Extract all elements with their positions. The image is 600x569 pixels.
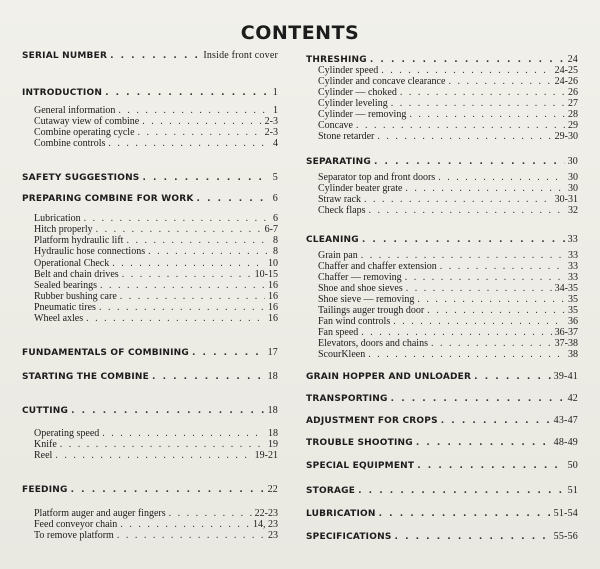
dot-leader (369, 205, 566, 216)
toc-label: ADJUSTMENT FOR CROPS (306, 416, 438, 426)
toc-page-number: 16 (268, 313, 278, 324)
toc-page-number: 48-49 (553, 437, 578, 448)
toc-label: Shoe sieve — removing (318, 294, 415, 305)
toc-section (306, 415, 578, 426)
toc-entry (306, 338, 578, 349)
dot-leader (393, 316, 565, 327)
toc-entry (306, 76, 578, 87)
toc-label: Cylinder beater grate (318, 183, 403, 194)
dot-leader (142, 116, 261, 127)
dot-leader (438, 172, 565, 183)
dot-leader (364, 194, 552, 205)
toc-label: CLEANING (306, 235, 359, 245)
toc-entry (22, 428, 278, 439)
toc-page-number: 33 (568, 272, 578, 283)
toc-label: Pneumatic tires (34, 302, 96, 313)
toc-label: Fan wind controls (318, 316, 391, 327)
toc-page-number: 29-30 (554, 131, 578, 142)
toc-label: FEEDING (22, 485, 68, 495)
toc-entry (306, 172, 578, 183)
toc-label: Knife (34, 439, 57, 450)
toc-label: Platform hydraulic lift (34, 235, 124, 246)
toc-label: Cutaway view of combine (34, 116, 140, 127)
toc-page-number: 6-7 (264, 224, 278, 235)
toc-label: Cylinder — choked (318, 87, 397, 98)
toc-entry (306, 261, 578, 272)
dot-leader (405, 183, 565, 194)
toc-entry (22, 235, 278, 246)
toc-page-number: 32 (568, 205, 578, 216)
toc-page-number: 36-37 (554, 327, 578, 338)
toc-label: PREPARING COMBINE FOR WORK (22, 194, 194, 204)
toc-section (22, 347, 278, 358)
toc-label: Cylinder leveling (318, 98, 388, 109)
page-title: CONTENTS (240, 22, 360, 44)
toc-page-number: 22 (267, 484, 278, 495)
toc-entry (22, 213, 278, 224)
toc-entry (22, 224, 278, 235)
toc-page-number: 16 (268, 302, 278, 313)
toc-page-number: 24-26 (554, 76, 578, 87)
toc-section (306, 437, 578, 448)
toc-entry (306, 131, 578, 142)
dot-leader (96, 224, 262, 235)
toc-page-number: 23 (268, 530, 278, 541)
dot-leader (440, 261, 565, 272)
toc-entry (22, 439, 278, 450)
toc-label: Reel (34, 450, 53, 461)
toc-page-number: 6 (272, 193, 278, 204)
toc-label: Rubber bushing care (34, 291, 117, 302)
toc-entry (306, 283, 578, 294)
toc-section (306, 393, 578, 404)
dot-leader (391, 394, 565, 404)
toc-page-number: 18 (267, 371, 278, 382)
toc-page-number: 29 (568, 120, 578, 131)
toc-page-number: 34-35 (554, 283, 578, 294)
dot-leader (368, 349, 565, 360)
dot-leader (169, 508, 252, 519)
dot-leader (126, 235, 270, 246)
toc-page-number: 37-38 (554, 338, 578, 349)
dot-leader (120, 291, 265, 302)
dot-leader (99, 302, 265, 313)
toc-label: SERIAL NUMBER (22, 51, 108, 61)
toc-entry (306, 98, 578, 109)
toc-page-number: 38 (568, 349, 578, 360)
dot-leader (448, 76, 551, 87)
dot-leader (110, 51, 200, 61)
toc-label: ScourKleen (318, 349, 366, 360)
toc-label: Cylinder — removing (318, 109, 407, 120)
toc-label: Lubrication (34, 213, 81, 224)
toc-label: THRESHING (306, 55, 367, 65)
toc-entry (22, 246, 278, 257)
toc-page-number: 39-41 (553, 371, 578, 382)
toc-label: Cylinder and concave clearance (318, 76, 446, 87)
toc-label: Check flaps (318, 205, 366, 216)
toc-page-number: 2-3 (264, 116, 278, 127)
toc-page-number: 51 (567, 485, 578, 496)
toc-entry (306, 250, 578, 261)
dot-leader (381, 65, 551, 76)
toc-page-number: 16 (268, 291, 278, 302)
dot-leader (405, 272, 565, 283)
toc-entry (306, 205, 578, 216)
toc-label: Wheel axles (34, 313, 84, 324)
dot-leader (409, 109, 565, 120)
toc-label: Sealed bearings (34, 280, 98, 291)
toc-section (306, 485, 578, 496)
toc-page-number: 35 (568, 294, 578, 305)
toc-entry (306, 183, 578, 194)
toc-label: TRANSPORTING (306, 394, 388, 404)
toc-entry (22, 519, 278, 530)
dot-leader (148, 246, 270, 257)
dot-leader (361, 250, 565, 261)
toc-page-number: 30 (567, 156, 578, 167)
toc-page-number: 42 (567, 393, 578, 404)
toc-label: Fan speed (318, 327, 359, 338)
toc-page-number: 10-15 (254, 269, 278, 280)
toc-label: Chaffer — removing (318, 272, 402, 283)
toc-entry (306, 65, 578, 76)
toc-page-number: 22-23 (254, 508, 278, 519)
toc-page-number: 51-54 (553, 508, 578, 519)
toc-section (22, 371, 278, 382)
toc-page-number: 6 (273, 213, 278, 224)
toc-label: To remove platform (34, 530, 114, 541)
toc-label: Combine operating cycle (34, 127, 135, 138)
dot-leader (100, 280, 265, 291)
toc-page-number: 33 (567, 234, 578, 245)
toc-entry (306, 194, 578, 205)
toc-page-number: 14, 23 (253, 519, 278, 530)
toc-section (306, 460, 578, 471)
dot-leader (71, 485, 265, 495)
dot-leader (60, 439, 265, 450)
toc-entry (306, 316, 578, 327)
toc-page-number: 24-25 (554, 65, 578, 76)
toc-section (306, 531, 578, 542)
toc-entry (306, 327, 578, 338)
toc-label: Chaffer and chaffer extension (318, 261, 437, 272)
dot-leader (102, 428, 265, 439)
toc-section (22, 50, 278, 61)
toc-page-number: 19-21 (254, 450, 278, 461)
toc-entry (306, 272, 578, 283)
dot-leader (84, 213, 270, 224)
dot-leader (108, 138, 270, 149)
dot-leader (391, 98, 565, 109)
toc-page-number: 30 (568, 172, 578, 183)
toc-page-number: 43-47 (553, 415, 578, 426)
toc-entry (22, 302, 278, 313)
toc-section (22, 405, 278, 416)
toc-page-number: 10 (268, 258, 278, 269)
toc-section (306, 508, 578, 519)
toc-page-number: 27 (568, 98, 578, 109)
dot-leader (374, 157, 565, 167)
dot-leader (86, 313, 265, 324)
dot-leader (431, 338, 552, 349)
toc-label: Belt and chain drives (34, 269, 119, 280)
toc-label: STARTING THE COMBINE (22, 372, 150, 382)
toc-label: Hitch properly (34, 224, 93, 235)
dot-leader (105, 88, 270, 98)
toc-label: FUNDAMENTALS OF COMBINING (22, 348, 189, 358)
toc-label: Operational Check (34, 258, 110, 269)
dot-leader (370, 55, 565, 65)
toc-page-number: 35 (568, 305, 578, 316)
toc-entry (306, 294, 578, 305)
dot-leader (395, 532, 551, 542)
toc-page-number: 33 (568, 250, 578, 261)
dot-leader (71, 406, 265, 416)
dot-leader (142, 173, 269, 183)
toc-label: SEPARATING (306, 157, 371, 167)
toc-entry (22, 313, 278, 324)
toc-page-number: 16 (268, 280, 278, 291)
dot-leader (406, 283, 552, 294)
toc-label: Concave (318, 120, 353, 131)
toc-entry (306, 305, 578, 316)
toc-entry (306, 109, 578, 120)
toc-label: Combine controls (34, 138, 106, 149)
toc-page-number: 50 (567, 460, 578, 471)
toc-page-number: 18 (268, 428, 278, 439)
toc-page-number: 1 (273, 105, 278, 116)
toc-page-number: 8 (273, 246, 278, 257)
toc-label: Shoe and shoe sieves (318, 283, 403, 294)
toc-page-number: Inside front cover (203, 50, 278, 61)
toc-label: Stone retarder (318, 131, 375, 142)
toc-entry (306, 87, 578, 98)
toc-entry (306, 349, 578, 360)
toc-page-number: 1 (272, 87, 278, 98)
toc-entry (22, 530, 278, 541)
toc-section (306, 371, 578, 382)
toc-page-number: 17 (267, 347, 278, 358)
toc-page-number: 2-3 (264, 127, 278, 138)
toc-label: SPECIFICATIONS (306, 532, 392, 542)
toc-label: INTRODUCTION (22, 88, 103, 98)
dot-leader (379, 509, 551, 519)
toc-page-number: 30 (568, 183, 578, 194)
toc-page-number: 4 (273, 138, 278, 149)
dot-leader (417, 294, 565, 305)
toc-label: TROUBLE SHOOTING (306, 438, 413, 448)
toc-page-number: 18 (267, 405, 278, 416)
dot-leader (417, 461, 564, 471)
toc-page-number: 24 (567, 54, 578, 65)
toc-entry (22, 508, 278, 519)
dot-leader (361, 327, 551, 338)
toc-label: Hydraulic hose connections (34, 246, 146, 257)
toc-section (306, 156, 578, 167)
dot-leader (441, 416, 551, 426)
toc-entry (306, 120, 578, 131)
toc-page-number: 28 (568, 109, 578, 120)
dot-leader (416, 438, 551, 448)
toc-page-number: 55-56 (553, 531, 578, 542)
toc-entry (22, 138, 278, 149)
dot-leader (377, 131, 551, 142)
toc-section (22, 484, 278, 495)
toc-page-number: 5 (272, 172, 278, 183)
toc-page-number: 30-31 (554, 194, 578, 205)
dot-leader (197, 194, 270, 204)
toc-label: Grain pan (318, 250, 358, 261)
toc-page-number: 19 (268, 439, 278, 450)
toc-page-number: 8 (273, 235, 278, 246)
toc-page-number: 26 (568, 87, 578, 98)
toc-section (306, 54, 578, 65)
dot-leader (112, 258, 265, 269)
toc-label: LUBRICATION (306, 509, 376, 519)
toc-label: STORAGE (306, 486, 356, 496)
dot-leader (120, 519, 250, 530)
toc-page-number: 36 (568, 316, 578, 327)
toc-label: General information (34, 105, 116, 116)
toc-label: Operating speed (34, 428, 100, 439)
toc-label: CUTTING (22, 406, 69, 416)
dot-leader (427, 305, 565, 316)
toc-page-number: 33 (568, 261, 578, 272)
toc-label: SAFETY SUGGESTIONS (22, 173, 140, 183)
toc-entry (22, 105, 278, 116)
toc-entry (22, 258, 278, 269)
toc-entry (22, 269, 278, 280)
dot-leader (400, 87, 565, 98)
dot-leader (122, 269, 252, 280)
toc-entry (22, 116, 278, 127)
dot-leader (152, 372, 265, 382)
toc-label: Cylinder speed (318, 65, 379, 76)
toc-entry (22, 450, 278, 461)
toc-label: Tailings auger trough door (318, 305, 425, 316)
dot-leader (117, 530, 265, 541)
toc-label: Separator top and front doors (318, 172, 436, 183)
toc-section (22, 172, 278, 183)
toc-label: SPECIAL EQUIPMENT (306, 461, 415, 471)
dot-leader (55, 450, 251, 461)
toc-label: Elevators, doors and chains (318, 338, 428, 349)
toc-entry (22, 291, 278, 302)
toc-label: Platform auger and auger fingers (34, 508, 166, 519)
dot-leader (474, 372, 550, 382)
toc-label: Feed conveyor chain (34, 519, 118, 530)
dot-leader (358, 486, 564, 496)
toc-section (306, 234, 578, 245)
toc-section (22, 87, 278, 98)
toc-label: Straw rack (318, 194, 362, 205)
toc-section (22, 193, 278, 204)
dot-leader (192, 348, 265, 358)
dot-leader (118, 105, 270, 116)
toc-label: GRAIN HOPPER AND UNLOADER (306, 372, 472, 382)
dot-leader (138, 127, 262, 138)
toc-entry (22, 127, 278, 138)
toc-entry (22, 280, 278, 291)
dot-leader (356, 120, 565, 131)
dot-leader (362, 235, 565, 245)
